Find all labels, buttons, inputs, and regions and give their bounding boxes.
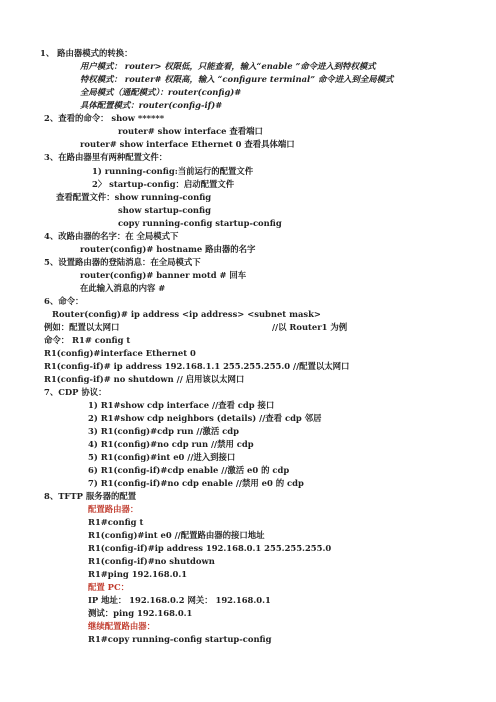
text-line: IP 地址： 192.168.0.2 网关： 192.168.0.1 <box>88 595 271 605</box>
text-line: R1(config-if)# ip address 192.168.1.1 255.255.255.0 //配置以太网口 <box>44 361 350 371</box>
text-line: router(config)# banner motd # 回车 <box>80 270 247 280</box>
text-line: //以 Router1 为例 <box>272 322 348 332</box>
text-line: R1(config-if)#no shutdown <box>88 556 215 566</box>
text-line: router(config)# hostname 路由器的名字 <box>80 244 256 254</box>
text-line: 在此输入消息的内容 # <box>80 283 166 293</box>
text-line: 4) R1(config)#no cdp run //禁用 cdp <box>88 439 254 449</box>
text-line: 3) R1(config)#cdp run //激活 cdp <box>88 426 239 436</box>
text-line: 测试：ping 192.168.0.1 <box>88 608 193 618</box>
text-line: R1(config-if)#ip address 192.168.0.1 255.255.255.0 <box>88 543 332 553</box>
text-line: 1) R1#show cdp interface //查看 cdp 接口 <box>88 400 275 410</box>
text-line: 3、在路由器里有两种配置文件： <box>44 152 168 162</box>
text-line: R1#copy running-config startup-config <box>88 634 272 644</box>
text-line: 命令： R1# config t <box>44 335 131 345</box>
text-line: 用户模式： router> 权限低，只能查看，输入“enable ”命令进入到特权模式 <box>80 61 376 71</box>
text-line: 7、CDP 协议： <box>44 387 107 397</box>
text-line: 例如：配置以太网口 <box>44 322 120 332</box>
text-line: 6、命令： <box>44 296 84 306</box>
text-line: 具体配置模式：router(config-if)# <box>80 100 223 110</box>
text-line: 配置路由器： <box>88 504 139 514</box>
text-line: router# show interface Ethernet 0 查看具体端口 <box>80 139 295 149</box>
text-line: 1、 路由器模式的转换： <box>40 48 133 58</box>
text-line: 7) R1(config-if)#no cdp enable //禁用 e0 的 cdp <box>88 478 304 488</box>
text-line: 查看配置文件：show running-config <box>56 192 212 202</box>
text-line: 特权模式： router# 权限高，输入 “configure terminal” 命令进入到全局模式 <box>80 74 394 84</box>
text-line: R1#ping 192.168.0.1 <box>88 569 188 579</box>
text-line: 2〉 startup-config：启动配置文件 <box>92 179 235 189</box>
text-line: Router(config)# ip address <ip address> <subnet mask> <box>52 309 321 319</box>
text-line: R1(config-if)# no shutdown // 启用该以太网口 <box>44 374 245 384</box>
text-line: copy running-config startup-config <box>118 218 282 228</box>
text-line: 继续配置路由器： <box>88 621 155 631</box>
text-line: 1) running-config:当前运行的配置文件 <box>92 166 254 176</box>
text-line: 6) R1(config-if)#cdp enable //激活 e0 的 cdp <box>88 465 290 475</box>
text-line: 2) R1#show cdp neighbors (details) //查看 cdp 邻居 <box>88 413 322 423</box>
text-line: 配置 PC： <box>88 582 130 592</box>
text-line: show startup-config <box>118 205 211 215</box>
text-line: 全局模式（通配模式）：router(config)# <box>80 87 242 97</box>
text-line: R1#config t <box>88 517 144 527</box>
text-line: router# show interface 查看端口 <box>118 126 263 136</box>
text-line: R1(config)#interface Ethernet 0 <box>44 348 196 358</box>
text-line: 5) R1(config)#int e0 //进入到接口 <box>88 452 236 462</box>
text-line: 8、TFTP 服务器的配置 <box>44 491 137 501</box>
text-line: 2、查看的命令： show ****** <box>44 113 165 123</box>
text-line: 4、改路由器的名字：在 全局模式下 <box>44 231 179 241</box>
text-line: 5、设置路由器的登陆消息：在全局模式下 <box>44 257 201 267</box>
text-line: R1(config)#int e0 //配置路由器的接口地址 <box>88 530 265 540</box>
